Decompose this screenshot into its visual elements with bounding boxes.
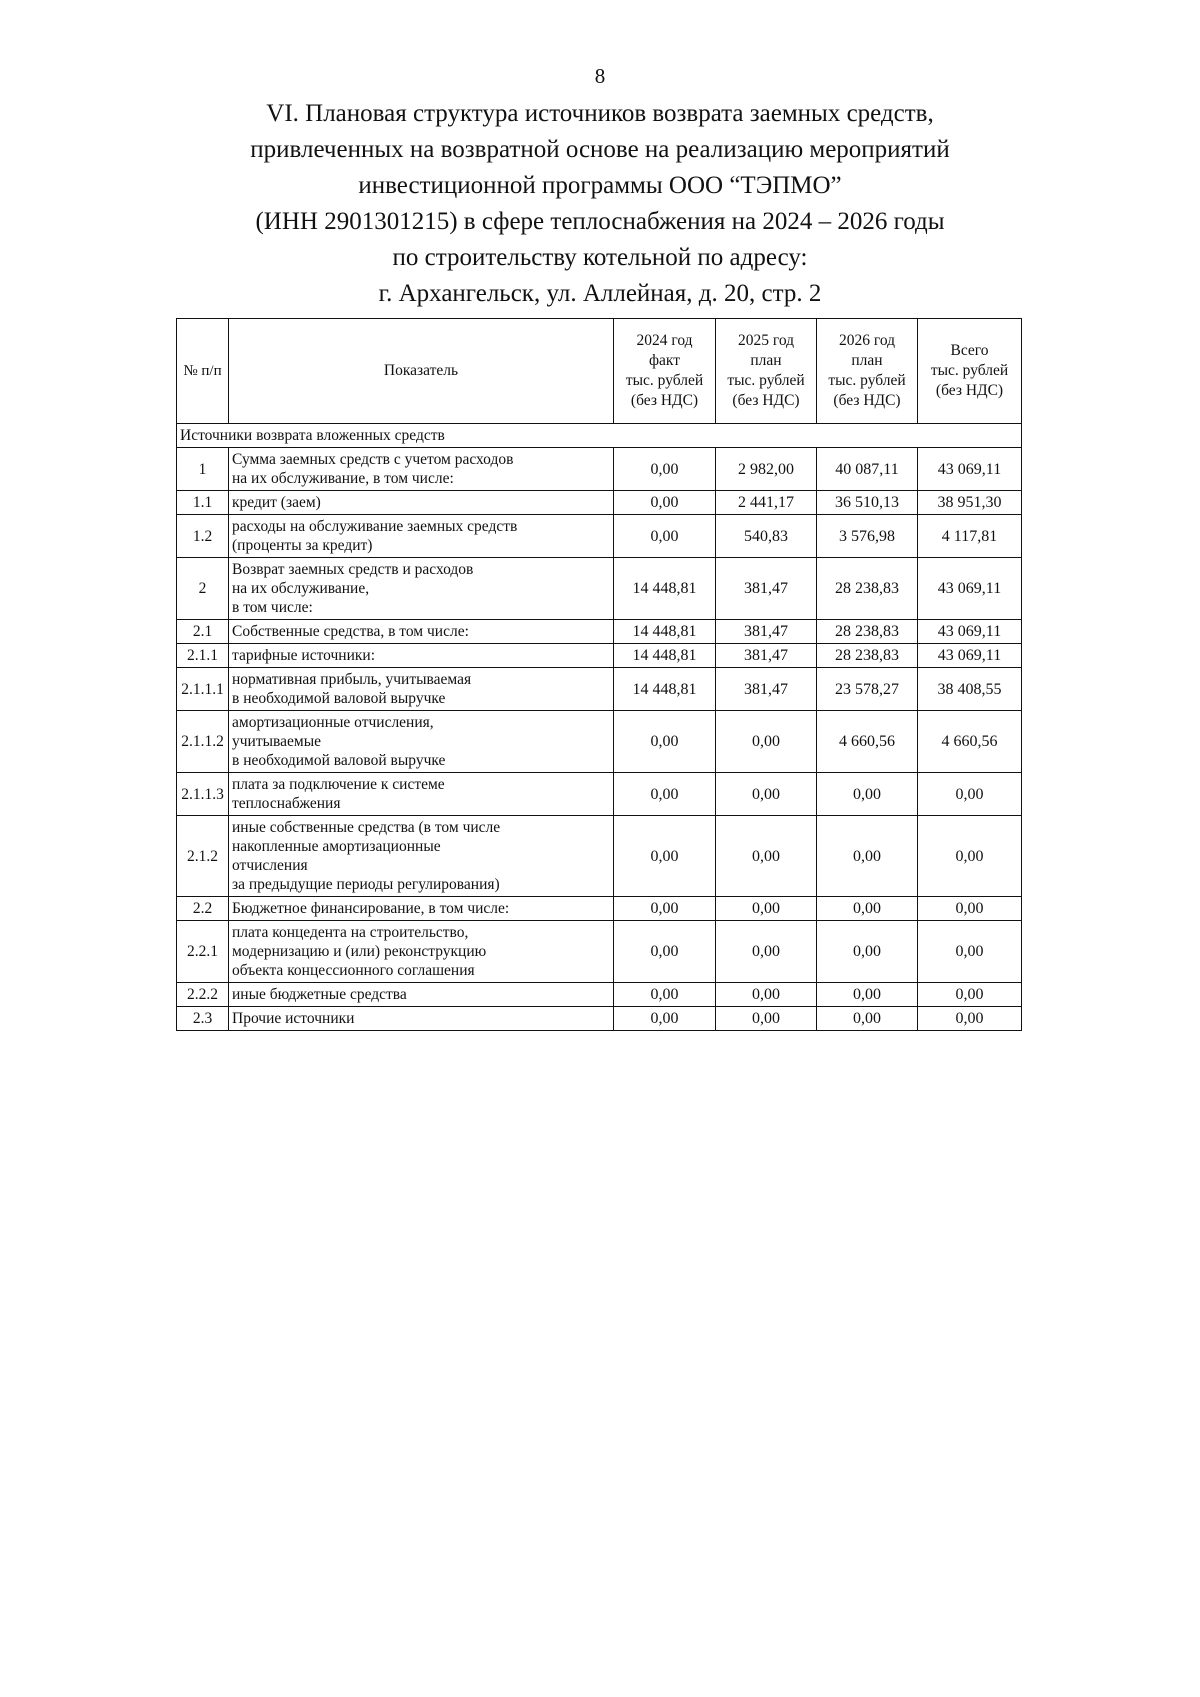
- cell-y2024: 0,00: [614, 773, 716, 816]
- indicator-line: амортизационные отчисления,: [232, 714, 434, 731]
- header-line: план: [750, 352, 782, 369]
- section-title: Источники возврата вложенных средств: [177, 424, 1022, 448]
- table-row: [177, 773, 1022, 816]
- cell-total: 4 117,81: [918, 515, 1022, 558]
- indicator-line: (проценты за кредит): [232, 537, 373, 554]
- row-indicator: [229, 983, 614, 1007]
- header-line: тыс. рублей: [625, 372, 704, 389]
- cell-total: 0,00: [918, 816, 1022, 897]
- cell-y2024: 0,00: [614, 515, 716, 558]
- cell-y2026: 0,00: [817, 897, 918, 921]
- indicator-line: в необходимой валовой выручке: [232, 690, 446, 707]
- row-indicator: [229, 816, 614, 897]
- table-row: [177, 711, 1022, 773]
- cell-y2025: 0,00: [716, 816, 817, 897]
- indicator-line: теплоснабжения: [232, 795, 341, 812]
- indicator-line: тарифные источники:: [232, 647, 376, 664]
- indicator-line: накопленные амортизационные: [232, 838, 441, 855]
- funding-sources-table: [176, 318, 1022, 1031]
- indicator-line: Собственные средства, в том числе:: [232, 623, 469, 640]
- cell-y2025: 2 982,00: [716, 448, 817, 491]
- row-number: 1: [177, 448, 229, 491]
- cell-y2026: 0,00: [817, 773, 918, 816]
- cell-y2025: 0,00: [716, 1007, 817, 1031]
- cell-total: 0,00: [918, 1007, 1022, 1031]
- indicator-line: в том числе:: [232, 599, 313, 616]
- cell-total: 43 069,11: [918, 620, 1022, 644]
- indicator-line: Сумма заемных средств с учетом расходов: [232, 451, 514, 468]
- table-row: [177, 448, 1022, 491]
- header-line: тыс. рублей: [930, 362, 1009, 379]
- table-row: [177, 644, 1022, 668]
- row-number: 2.1.1.1: [177, 668, 229, 711]
- cell-y2025: 381,47: [716, 644, 817, 668]
- table-row: [177, 515, 1022, 558]
- indicator-line: за предыдущие периоды регулирования): [232, 876, 500, 893]
- table-header-row: [177, 319, 1022, 424]
- row-number: 2.1.2: [177, 816, 229, 897]
- cell-y2024: 0,00: [614, 897, 716, 921]
- cell-y2025: 540,83: [716, 515, 817, 558]
- document-title: [100, 96, 1100, 312]
- title-line: (ИНН 2901301215) в сфере теплоснабжения на 2024 – 2026 годы: [255, 208, 945, 235]
- indicator-line: плата концедента на строительство,: [232, 924, 469, 941]
- title-line: по строительству котельной по адресу:: [392, 244, 808, 271]
- row-number: 2.2.2: [177, 983, 229, 1007]
- cell-total: 0,00: [918, 773, 1022, 816]
- section-row: [177, 424, 1022, 448]
- row-number: 2.2.1: [177, 921, 229, 983]
- cell-y2024: 0,00: [614, 816, 716, 897]
- title-line: привлеченных на возвратной основе на реализацию мероприятий: [250, 136, 950, 163]
- table-row: [177, 816, 1022, 897]
- indicator-line: Бюджетное финансирование, в том числе:: [232, 900, 510, 917]
- cell-y2025: 0,00: [716, 773, 817, 816]
- row-number: 2.1.1.3: [177, 773, 229, 816]
- row-indicator: [229, 1007, 614, 1031]
- row-number: 2.2: [177, 897, 229, 921]
- row-indicator: [229, 491, 614, 515]
- cell-y2024: 0,00: [614, 711, 716, 773]
- indicator-line: расходы на обслуживание заемных средств: [232, 518, 518, 535]
- header-num: № п/п: [177, 319, 229, 424]
- row-indicator: [229, 668, 614, 711]
- table-body: [177, 448, 1022, 1031]
- header-line: 2024 год: [636, 332, 693, 349]
- cell-total: 0,00: [918, 921, 1022, 983]
- cell-y2026: 36 510,13: [817, 491, 918, 515]
- cell-total: 38 408,55: [918, 668, 1022, 711]
- header-2026: [817, 319, 918, 424]
- row-number: 1.1: [177, 491, 229, 515]
- header-line: (без НДС): [833, 392, 901, 409]
- header-line: (без НДС): [935, 382, 1004, 399]
- header-line: (без НДС): [630, 392, 699, 409]
- cell-y2026: 0,00: [817, 983, 918, 1007]
- indicator-line: модернизацию и (или) реконструкцию: [232, 943, 487, 960]
- cell-y2024: 14 448,81: [614, 558, 716, 620]
- row-number: 2.1.1.2: [177, 711, 229, 773]
- indicator-line: плата за подключение к системе: [232, 776, 445, 793]
- table-row: [177, 491, 1022, 515]
- cell-y2026: 0,00: [817, 1007, 918, 1031]
- cell-y2025: 2 441,17: [716, 491, 817, 515]
- row-indicator: [229, 897, 614, 921]
- cell-total: 38 951,30: [918, 491, 1022, 515]
- header-line: 2025 год: [737, 332, 795, 349]
- cell-y2024: 0,00: [614, 1007, 716, 1031]
- table-row: [177, 983, 1022, 1007]
- title-line: инвестиционной программы ООО “ТЭПМО”: [358, 172, 842, 199]
- row-number: 2: [177, 558, 229, 620]
- cell-y2026: 28 238,83: [817, 558, 918, 620]
- cell-y2025: 0,00: [716, 983, 817, 1007]
- row-indicator: [229, 620, 614, 644]
- row-indicator: [229, 448, 614, 491]
- cell-total: 0,00: [918, 897, 1022, 921]
- cell-total: 43 069,11: [918, 644, 1022, 668]
- cell-total: 0,00: [918, 983, 1022, 1007]
- indicator-line: учитываемые: [232, 733, 322, 750]
- header-line: тыс. рублей: [828, 372, 906, 389]
- indicator-line: на их обслуживание,: [232, 580, 370, 597]
- indicator-line: Прочие источники: [232, 1010, 355, 1027]
- header-line: 2026 год: [838, 332, 896, 349]
- cell-y2025: 381,47: [716, 558, 817, 620]
- row-number: 2.1: [177, 620, 229, 644]
- indicator-line: объекта концессионного соглашения: [232, 962, 475, 979]
- cell-y2025: 0,00: [716, 711, 817, 773]
- cell-y2024: 14 448,81: [614, 644, 716, 668]
- table-row: [177, 921, 1022, 983]
- row-indicator: [229, 644, 614, 668]
- cell-y2024: 0,00: [614, 448, 716, 491]
- page-number: 8: [594, 64, 606, 88]
- row-number: 2.3: [177, 1007, 229, 1031]
- title-line: г. Архангельск, ул. Аллейная, д. 20, стр. 2: [378, 280, 822, 307]
- table-row: [177, 668, 1022, 711]
- cell-y2026: 4 660,56: [817, 711, 918, 773]
- indicator-line: на их обслуживание, в том числе:: [232, 470, 454, 487]
- row-indicator: [229, 515, 614, 558]
- cell-y2026: 3 576,98: [817, 515, 918, 558]
- cell-y2024: 14 448,81: [614, 620, 716, 644]
- title-line: VI. Плановая структура источников возврата заемных средств,: [266, 100, 934, 127]
- cell-y2026: 0,00: [817, 921, 918, 983]
- cell-y2025: 0,00: [716, 897, 817, 921]
- row-indicator: [229, 773, 614, 816]
- indicator-line: иные собственные средства (в том числе: [232, 819, 501, 836]
- indicator-line: в необходимой валовой выручке: [232, 752, 446, 769]
- row-indicator: [229, 921, 614, 983]
- cell-y2024: 0,00: [614, 983, 716, 1007]
- cell-y2025: 381,47: [716, 620, 817, 644]
- header-line: (без НДС): [732, 392, 800, 409]
- header-2024: [614, 319, 716, 424]
- cell-y2024: 14 448,81: [614, 668, 716, 711]
- header-2025: [716, 319, 817, 424]
- cell-y2026: 40 087,11: [817, 448, 918, 491]
- cell-y2025: 381,47: [716, 668, 817, 711]
- cell-total: 4 660,56: [918, 711, 1022, 773]
- header-line: тыс. рублей: [727, 372, 805, 389]
- cell-y2026: 0,00: [817, 816, 918, 897]
- cell-total: 43 069,11: [918, 448, 1022, 491]
- cell-y2026: 23 578,27: [817, 668, 918, 711]
- cell-y2025: 0,00: [716, 921, 817, 983]
- indicator-line: Возврат заемных средств и расходов: [232, 561, 474, 578]
- indicator-line: иные бюджетные средства: [232, 986, 407, 1003]
- header-indicator: Показатель: [229, 319, 614, 424]
- cell-y2026: 28 238,83: [817, 644, 918, 668]
- header-line: план: [851, 352, 883, 369]
- row-indicator: [229, 711, 614, 773]
- table-row: [177, 1007, 1022, 1031]
- cell-y2024: 0,00: [614, 491, 716, 515]
- table-row: [177, 620, 1022, 644]
- table-row: [177, 897, 1022, 921]
- header-total: [918, 319, 1022, 424]
- indicator-line: отчисления: [232, 857, 308, 874]
- indicator-line: нормативная прибыль, учитываемая: [232, 671, 472, 688]
- table-row: [177, 558, 1022, 620]
- indicator-line: кредит (заем): [232, 494, 321, 511]
- row-indicator: [229, 558, 614, 620]
- row-number: 1.2: [177, 515, 229, 558]
- cell-y2024: 0,00: [614, 921, 716, 983]
- cell-total: 43 069,11: [918, 558, 1022, 620]
- cell-y2026: 28 238,83: [817, 620, 918, 644]
- header-line: факт: [648, 352, 681, 369]
- row-number: 2.1.1: [177, 644, 229, 668]
- header-line: Всего: [950, 342, 989, 359]
